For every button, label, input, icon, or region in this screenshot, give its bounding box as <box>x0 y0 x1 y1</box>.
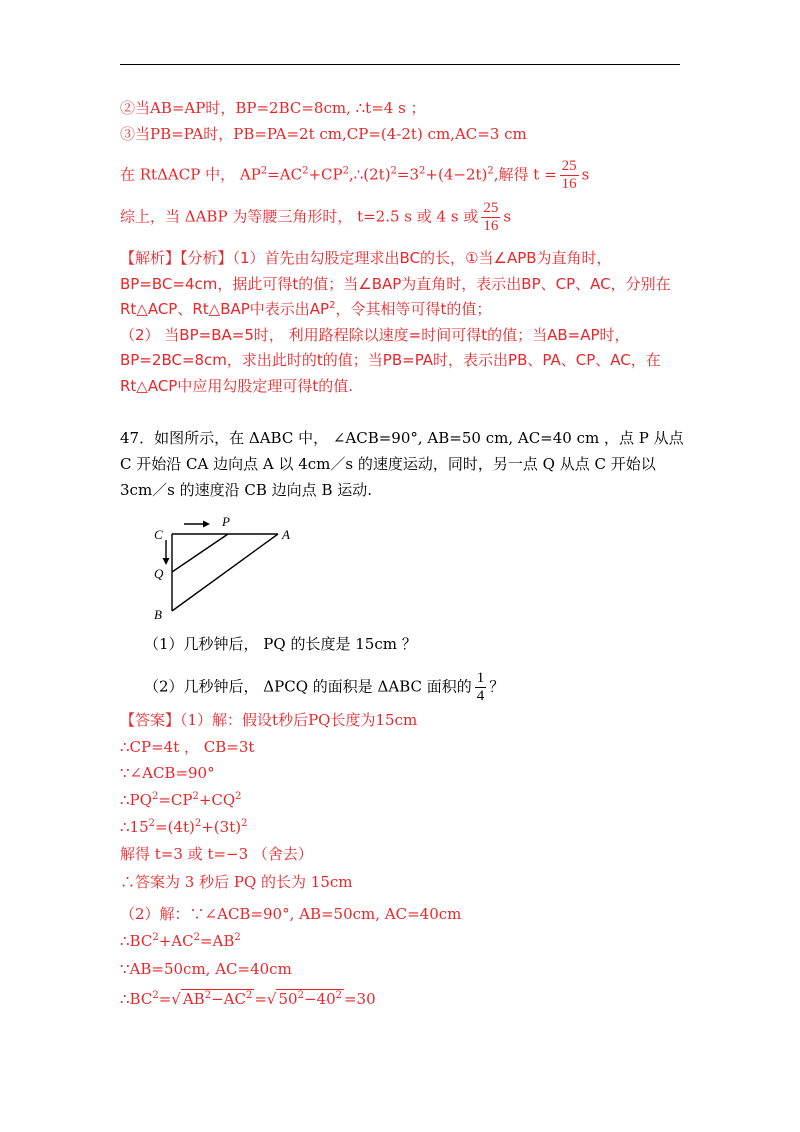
triangle-figure <box>150 515 310 627</box>
answer-line-8: （2）解：∵∠ACB=90°, AB=50cm, AC=40cm <box>120 905 462 923</box>
question-47-line-2: C 开始沿 CA 边向点 A 以 4cm／s 的速度运动，同时，另一点 Q 从点 C 开始以 <box>120 455 656 473</box>
fraction-25-16-b: $\frac{25}{16}$ <box>483 200 499 234</box>
label-c: C <box>154 527 163 542</box>
label-q: Q <box>154 566 164 581</box>
answer-line-4: $\therefore PQ^2=CP^2+CQ^2$ <box>120 791 242 809</box>
triangle-diagram <box>150 515 310 623</box>
analysis-line-4: （2） 当BP=BA=5时， 利用路程除以速度=时间可得t的值；当AB=AP时， <box>120 326 630 344</box>
answer-line-9: $\therefore BC^2+AC^2=AB^2$ <box>120 932 241 950</box>
sqrt-ab-ac: $AB^2-AC^2$ <box>182 990 253 1008</box>
sqrt-50-40: $50^2-40^2$ <box>278 990 342 1008</box>
answer-line-2: ∴CP=4t ， CB=3t <box>120 738 255 756</box>
answer-line-6: 解得 t=3 或 t=−3 （舍去） <box>120 845 313 863</box>
label-b: B <box>154 607 162 622</box>
question-47-line-1: 47．如图所示，在 ΔABC 中， ∠ACB=90°, AB=50 cm, AC=40 cm ，点 P 从点 <box>120 429 684 447</box>
answer-line-1: 【答案】（1）解：假设t秒后PQ长度为15cm <box>120 711 418 729</box>
answer-line-5: $\therefore 15^2=(4t)^2+(3t)^2$ <box>120 818 248 836</box>
sub-question-1: （1）几秒钟后， PQ 的长度是 15cm ？ <box>144 635 417 653</box>
arrow-q-head-icon <box>163 558 170 565</box>
analysis-line-6: Rt△ACP中应用勾股定理可得t的值. <box>120 377 354 395</box>
sub-question-2: （2）几秒钟后， ΔPCQ 的面积是 ΔABC 面积的 $\frac{1}{4}$ ？ <box>144 670 505 704</box>
label-a: A <box>282 527 290 542</box>
fraction-25-16: $\frac{25}{16}$ <box>561 158 577 192</box>
fraction-1-4: $\frac{1}{4}$ <box>476 670 485 704</box>
case-3-line: ③当PB=PA时，PB=PA=2t cm,CP=(4-2t) cm,AC=3 cm <box>120 125 527 143</box>
analysis-line-5: BP=2BC=8cm，求出此时的t的值；当PB=PA时，表示出PB、PA、CP、AC，在 <box>120 351 661 369</box>
answer-line-11: $\therefore BC^2=√$ $AB^2-AC^2$ =√ $50^2-40^2 =30$ <box>120 990 376 1008</box>
case-2-line: ②当AB=AP时，BP=2BC=8cm, ∴t=4 s ； <box>120 99 426 117</box>
header-rule <box>120 64 680 65</box>
answer-line-7: ∴答案为 3 秒后 PQ 的长为 15cm <box>120 873 353 891</box>
analysis-line-1: 【解析】【分析】（1）首先由勾股定理求出BC的长，①当∠APB为直角时， <box>120 249 612 267</box>
arrow-p-head-icon <box>203 521 210 528</box>
answer-line-10: ∵AB=50cm, AC=40cm <box>120 960 292 978</box>
segment-pq <box>172 534 228 572</box>
analysis-line-2: BP=BC=4cm，据此可得t的值；当∠BAP为直角时，表示出BP、CP、AC，分别在 <box>120 275 671 293</box>
side-ab <box>172 534 278 611</box>
answer-line-3: ∵∠ACB=90° <box>120 764 215 782</box>
label-p: P <box>222 515 230 529</box>
analysis-line-3: Rt△ACP、Rt△BAP中表示出$AP^2$，令其相等可得t的值； <box>120 300 492 318</box>
summary-line: 综上，当 ΔABP 为等腰三角形时， t=2.5 s 或 4 s 或 $\frac{25}{16}$ s <box>120 200 512 234</box>
question-47-line-3: 3cm／s 的速度沿 CB 边向点 B 运动. <box>120 481 372 499</box>
pythagoras-line: 在 RtΔACP 中， $AP^2=AC^2+CP^2,\therefore(2t)^2=3^2+(4-2t)^2$,解得 t = $\frac{25}{16}$ s <box>120 158 590 192</box>
